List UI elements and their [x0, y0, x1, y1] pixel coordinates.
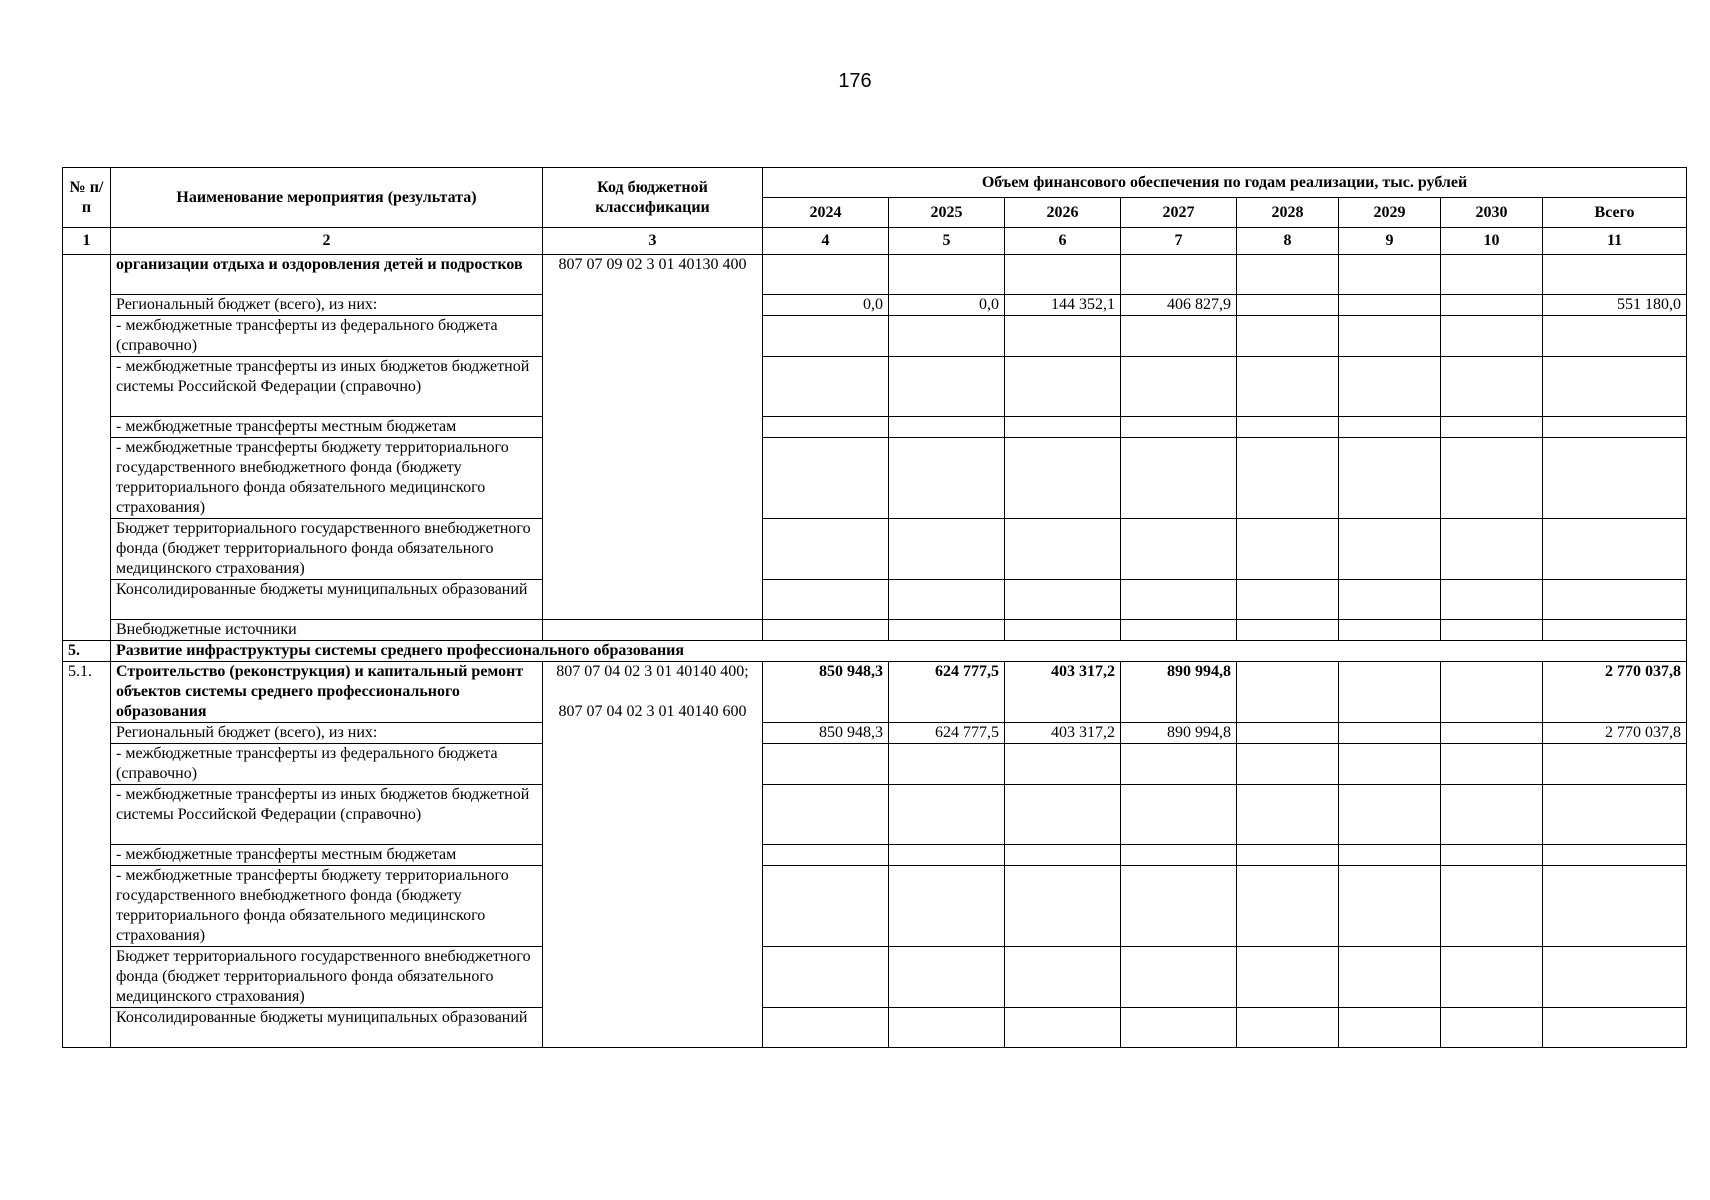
- value-cell: [1339, 785, 1441, 845]
- value-cell: [763, 580, 889, 620]
- value-cell: 551 180,0: [1543, 295, 1687, 316]
- table-row: [63, 316, 1687, 357]
- value-cell: [1121, 866, 1237, 947]
- value-cell: [1121, 580, 1237, 620]
- table-row: [63, 845, 1687, 866]
- value-cell: 406 827,9: [1121, 295, 1237, 316]
- value-cell: [889, 744, 1005, 785]
- value-cell: [889, 417, 1005, 438]
- value-cell: [1121, 845, 1237, 866]
- column-number: 4: [763, 228, 889, 255]
- value-cell: [1237, 295, 1339, 316]
- value-cell: 850 948,3: [763, 662, 889, 723]
- value-cell: [1543, 438, 1687, 519]
- value-cell: [1237, 580, 1339, 620]
- value-cell: [1237, 845, 1339, 866]
- table-row: [63, 947, 1687, 1008]
- value-cell: [1441, 662, 1543, 723]
- column-number: 11: [1543, 228, 1687, 255]
- value-cell: [1441, 295, 1543, 316]
- value-cell: [889, 255, 1005, 295]
- table-row: [63, 295, 1687, 316]
- value-cell: 0,0: [889, 295, 1005, 316]
- value-cell: [1237, 438, 1339, 519]
- table-row: [63, 255, 1687, 295]
- budget-code-line: 807 07 04 02 3 01 40140 600: [558, 703, 747, 720]
- value-cell: [889, 438, 1005, 519]
- table-row: [63, 866, 1687, 947]
- value-cell: [1121, 785, 1237, 845]
- table-row: [63, 723, 1687, 744]
- table-row: [63, 519, 1687, 580]
- financing-table: [62, 167, 1687, 1048]
- value-cell: [763, 255, 889, 295]
- value-cell: [1543, 947, 1687, 1008]
- row-number-cell: 5.1.: [63, 662, 111, 1048]
- value-cell: [1339, 723, 1441, 744]
- value-cell: [1339, 295, 1441, 316]
- value-cell: 2 770 037,8: [1543, 723, 1687, 744]
- value-cell: [763, 845, 889, 866]
- value-cell: [763, 866, 889, 947]
- value-cell: [1005, 744, 1121, 785]
- value-cell: 2 770 037,8: [1543, 662, 1687, 723]
- value-cell: 624 777,5: [889, 662, 1005, 723]
- value-cell: [1005, 417, 1121, 438]
- table-row: [63, 620, 1687, 641]
- header-year: 2027: [1121, 198, 1237, 228]
- column-number: 8: [1237, 228, 1339, 255]
- value-cell: [763, 785, 889, 845]
- value-cell: [1339, 316, 1441, 357]
- value-cell: [1543, 866, 1687, 947]
- header-year: 2024: [763, 198, 889, 228]
- value-cell: [1121, 438, 1237, 519]
- value-cell: [1005, 845, 1121, 866]
- value-cell: [1237, 947, 1339, 1008]
- column-number: 7: [1121, 228, 1237, 255]
- value-cell: [1441, 947, 1543, 1008]
- row-name: Внебюджетные источники: [111, 620, 543, 641]
- value-cell: [1441, 357, 1543, 417]
- row-name: Консолидированные бюджеты муниципальных образований: [111, 1008, 543, 1048]
- value-cell: [1237, 357, 1339, 417]
- value-cell: [1543, 580, 1687, 620]
- value-cell: [1543, 357, 1687, 417]
- column-number: 10: [1441, 228, 1543, 255]
- value-cell: [1441, 255, 1543, 295]
- value-cell: [1005, 357, 1121, 417]
- value-cell: 0,0: [763, 295, 889, 316]
- value-cell: [1005, 1008, 1121, 1048]
- value-cell: [1237, 723, 1339, 744]
- value-cell: [1237, 662, 1339, 723]
- value-cell: [889, 620, 1005, 641]
- value-cell: [889, 785, 1005, 845]
- value-cell: [889, 845, 1005, 866]
- value-cell: [1005, 620, 1121, 641]
- value-cell: [1441, 620, 1543, 641]
- header-year: 2026: [1005, 198, 1121, 228]
- value-cell: [1543, 316, 1687, 357]
- value-cell: [1237, 620, 1339, 641]
- row-name: Региональный бюджет (всего), из них:: [111, 723, 543, 744]
- value-cell: [763, 519, 889, 580]
- value-cell: [1121, 417, 1237, 438]
- value-cell: [1441, 866, 1543, 947]
- value-cell: [1441, 744, 1543, 785]
- row-name: - межбюджетные трансферты из иных бюджетов бюджетной системы Российской Федерации (справочно): [111, 785, 543, 845]
- value-cell: [889, 580, 1005, 620]
- value-cell: [889, 357, 1005, 417]
- value-cell: [1339, 519, 1441, 580]
- value-cell: [1543, 519, 1687, 580]
- value-cell: [763, 357, 889, 417]
- value-cell: 624 777,5: [889, 723, 1005, 744]
- value-cell: [1121, 519, 1237, 580]
- row-name: - межбюджетные трансферты из федерального бюджета (справочно): [111, 744, 543, 785]
- value-cell: [763, 947, 889, 1008]
- value-cell: [1005, 438, 1121, 519]
- section-row: [63, 641, 1687, 662]
- value-cell: [763, 1008, 889, 1048]
- header-num: № п/п: [63, 168, 111, 228]
- row-name: - межбюджетные трансферты бюджету территориального государственного внебюджетного фонда (бюджету территориального фонда обязательного медицинского страхования): [111, 866, 543, 947]
- value-cell: [1005, 785, 1121, 845]
- value-cell: 403 317,2: [1005, 662, 1121, 723]
- value-cell: [1441, 438, 1543, 519]
- block1-body: [63, 255, 1687, 641]
- value-cell: [1237, 316, 1339, 357]
- value-cell: [1339, 417, 1441, 438]
- row-name: Консолидированные бюджеты муниципальных образований: [111, 580, 543, 620]
- value-cell: [763, 417, 889, 438]
- value-cell: [1121, 744, 1237, 785]
- row-name: организации отдыха и оздоровления детей и подростков: [111, 255, 543, 295]
- value-cell: [1339, 744, 1441, 785]
- value-cell: [763, 316, 889, 357]
- value-cell: 890 994,8: [1121, 723, 1237, 744]
- value-cell: [763, 438, 889, 519]
- header-code: Код бюджетной классификации: [543, 168, 763, 228]
- value-cell: [1121, 947, 1237, 1008]
- row-name: - межбюджетные трансферты местным бюджетам: [111, 417, 543, 438]
- value-cell: 403 317,2: [1005, 723, 1121, 744]
- budget-code: [543, 662, 763, 1048]
- value-cell: [1339, 947, 1441, 1008]
- value-cell: [1339, 845, 1441, 866]
- value-cell: [1005, 866, 1121, 947]
- value-cell: [1441, 1008, 1543, 1048]
- header-year: 2028: [1237, 198, 1339, 228]
- table-row: [63, 580, 1687, 620]
- value-cell: [889, 947, 1005, 1008]
- table-header: [63, 168, 1687, 255]
- value-cell: [1339, 620, 1441, 641]
- value-cell: [763, 744, 889, 785]
- value-cell: [1005, 519, 1121, 580]
- table-row: [63, 1008, 1687, 1048]
- budget-code-empty: [543, 620, 763, 641]
- value-cell: [1121, 1008, 1237, 1048]
- table-row: [63, 417, 1687, 438]
- header-volume: Объем финансового обеспечения по годам реализации, тыс. рублей: [763, 168, 1687, 198]
- value-cell: [1441, 785, 1543, 845]
- value-cell: [889, 866, 1005, 947]
- value-cell: [1237, 785, 1339, 845]
- column-number: 1: [63, 228, 111, 255]
- row-name: Региональный бюджет (всего), из них:: [111, 295, 543, 316]
- section-title: Развитие инфраструктуры системы среднего профессионального образования: [111, 641, 1687, 662]
- value-cell: [1339, 357, 1441, 417]
- value-cell: [1339, 866, 1441, 947]
- column-number: 5: [889, 228, 1005, 255]
- header-total: Всего: [1543, 198, 1687, 228]
- value-cell: [1339, 1008, 1441, 1048]
- column-number: 6: [1005, 228, 1121, 255]
- value-cell: [1005, 947, 1121, 1008]
- row-name: - межбюджетные трансферты местным бюджетам: [111, 845, 543, 866]
- column-number: 3: [543, 228, 763, 255]
- value-cell: [1005, 580, 1121, 620]
- value-cell: [1237, 744, 1339, 785]
- table-row: [63, 662, 1687, 723]
- table-row: [63, 357, 1687, 417]
- row-name: Бюджет территориального государственного внебюджетного фонда (бюджет территориального фонда обязательного медицинского страхования): [111, 519, 543, 580]
- table-row: [63, 785, 1687, 845]
- value-cell: [1005, 316, 1121, 357]
- block51-body: [63, 662, 1687, 1048]
- value-cell: [1237, 866, 1339, 947]
- value-cell: [1005, 255, 1121, 295]
- value-cell: [1543, 785, 1687, 845]
- value-cell: [1339, 662, 1441, 723]
- column-number: 2: [111, 228, 543, 255]
- value-cell: [1121, 357, 1237, 417]
- value-cell: [1121, 255, 1237, 295]
- budget-code: 807 07 09 02 3 01 40130 400: [543, 255, 763, 620]
- value-cell: [889, 519, 1005, 580]
- value-cell: [1441, 723, 1543, 744]
- value-cell: [1441, 519, 1543, 580]
- value-cell: [1339, 580, 1441, 620]
- column-number: 9: [1339, 228, 1441, 255]
- value-cell: [1441, 580, 1543, 620]
- value-cell: [1543, 845, 1687, 866]
- page-number: 176: [838, 70, 872, 92]
- budget-code-line: 807 07 04 02 3 01 40140 400;: [556, 663, 749, 680]
- value-cell: [889, 316, 1005, 357]
- value-cell: [1543, 417, 1687, 438]
- value-cell: [1121, 620, 1237, 641]
- section5-body: [63, 641, 1687, 662]
- table-row: [63, 438, 1687, 519]
- value-cell: [1237, 417, 1339, 438]
- value-cell: [1543, 744, 1687, 785]
- row-name: Строительство (реконструкция) и капитальный ремонт объектов системы среднего профессионального образования: [111, 662, 543, 723]
- spacer: [548, 682, 757, 702]
- header-year: 2029: [1339, 198, 1441, 228]
- value-cell: 144 352,1: [1005, 295, 1121, 316]
- value-cell: 890 994,8: [1121, 662, 1237, 723]
- value-cell: [1441, 845, 1543, 866]
- value-cell: [1237, 255, 1339, 295]
- value-cell: [1543, 1008, 1687, 1048]
- column-numbers-row: [63, 228, 1687, 255]
- row-number-cell: [63, 255, 111, 641]
- value-cell: [1339, 255, 1441, 295]
- row-name: - межбюджетные трансферты из иных бюджетов бюджетной системы Российской Федерации (справочно): [111, 357, 543, 417]
- value-cell: [1121, 316, 1237, 357]
- header-year: 2030: [1441, 198, 1543, 228]
- value-cell: 850 948,3: [763, 723, 889, 744]
- value-cell: [889, 1008, 1005, 1048]
- value-cell: [1339, 438, 1441, 519]
- value-cell: [1543, 620, 1687, 641]
- header-year: 2025: [889, 198, 1005, 228]
- value-cell: [1237, 519, 1339, 580]
- value-cell: [1441, 417, 1543, 438]
- table-row: [63, 744, 1687, 785]
- section-number: 5.: [63, 641, 111, 662]
- row-name: - межбюджетные трансферты бюджету территориального государственного внебюджетного фонда (бюджету территориального фонда обязательного медицинского страхования): [111, 438, 543, 519]
- value-cell: [763, 620, 889, 641]
- row-name: Бюджет территориального государственного внебюджетного фонда (бюджет территориального фонда обязательного медицинского страхования): [111, 947, 543, 1008]
- value-cell: [1237, 1008, 1339, 1048]
- header-name: Наименование мероприятия (результата): [111, 168, 543, 228]
- value-cell: [1441, 316, 1543, 357]
- row-name: - межбюджетные трансферты из федерального бюджета (справочно): [111, 316, 543, 357]
- value-cell: [1543, 255, 1687, 295]
